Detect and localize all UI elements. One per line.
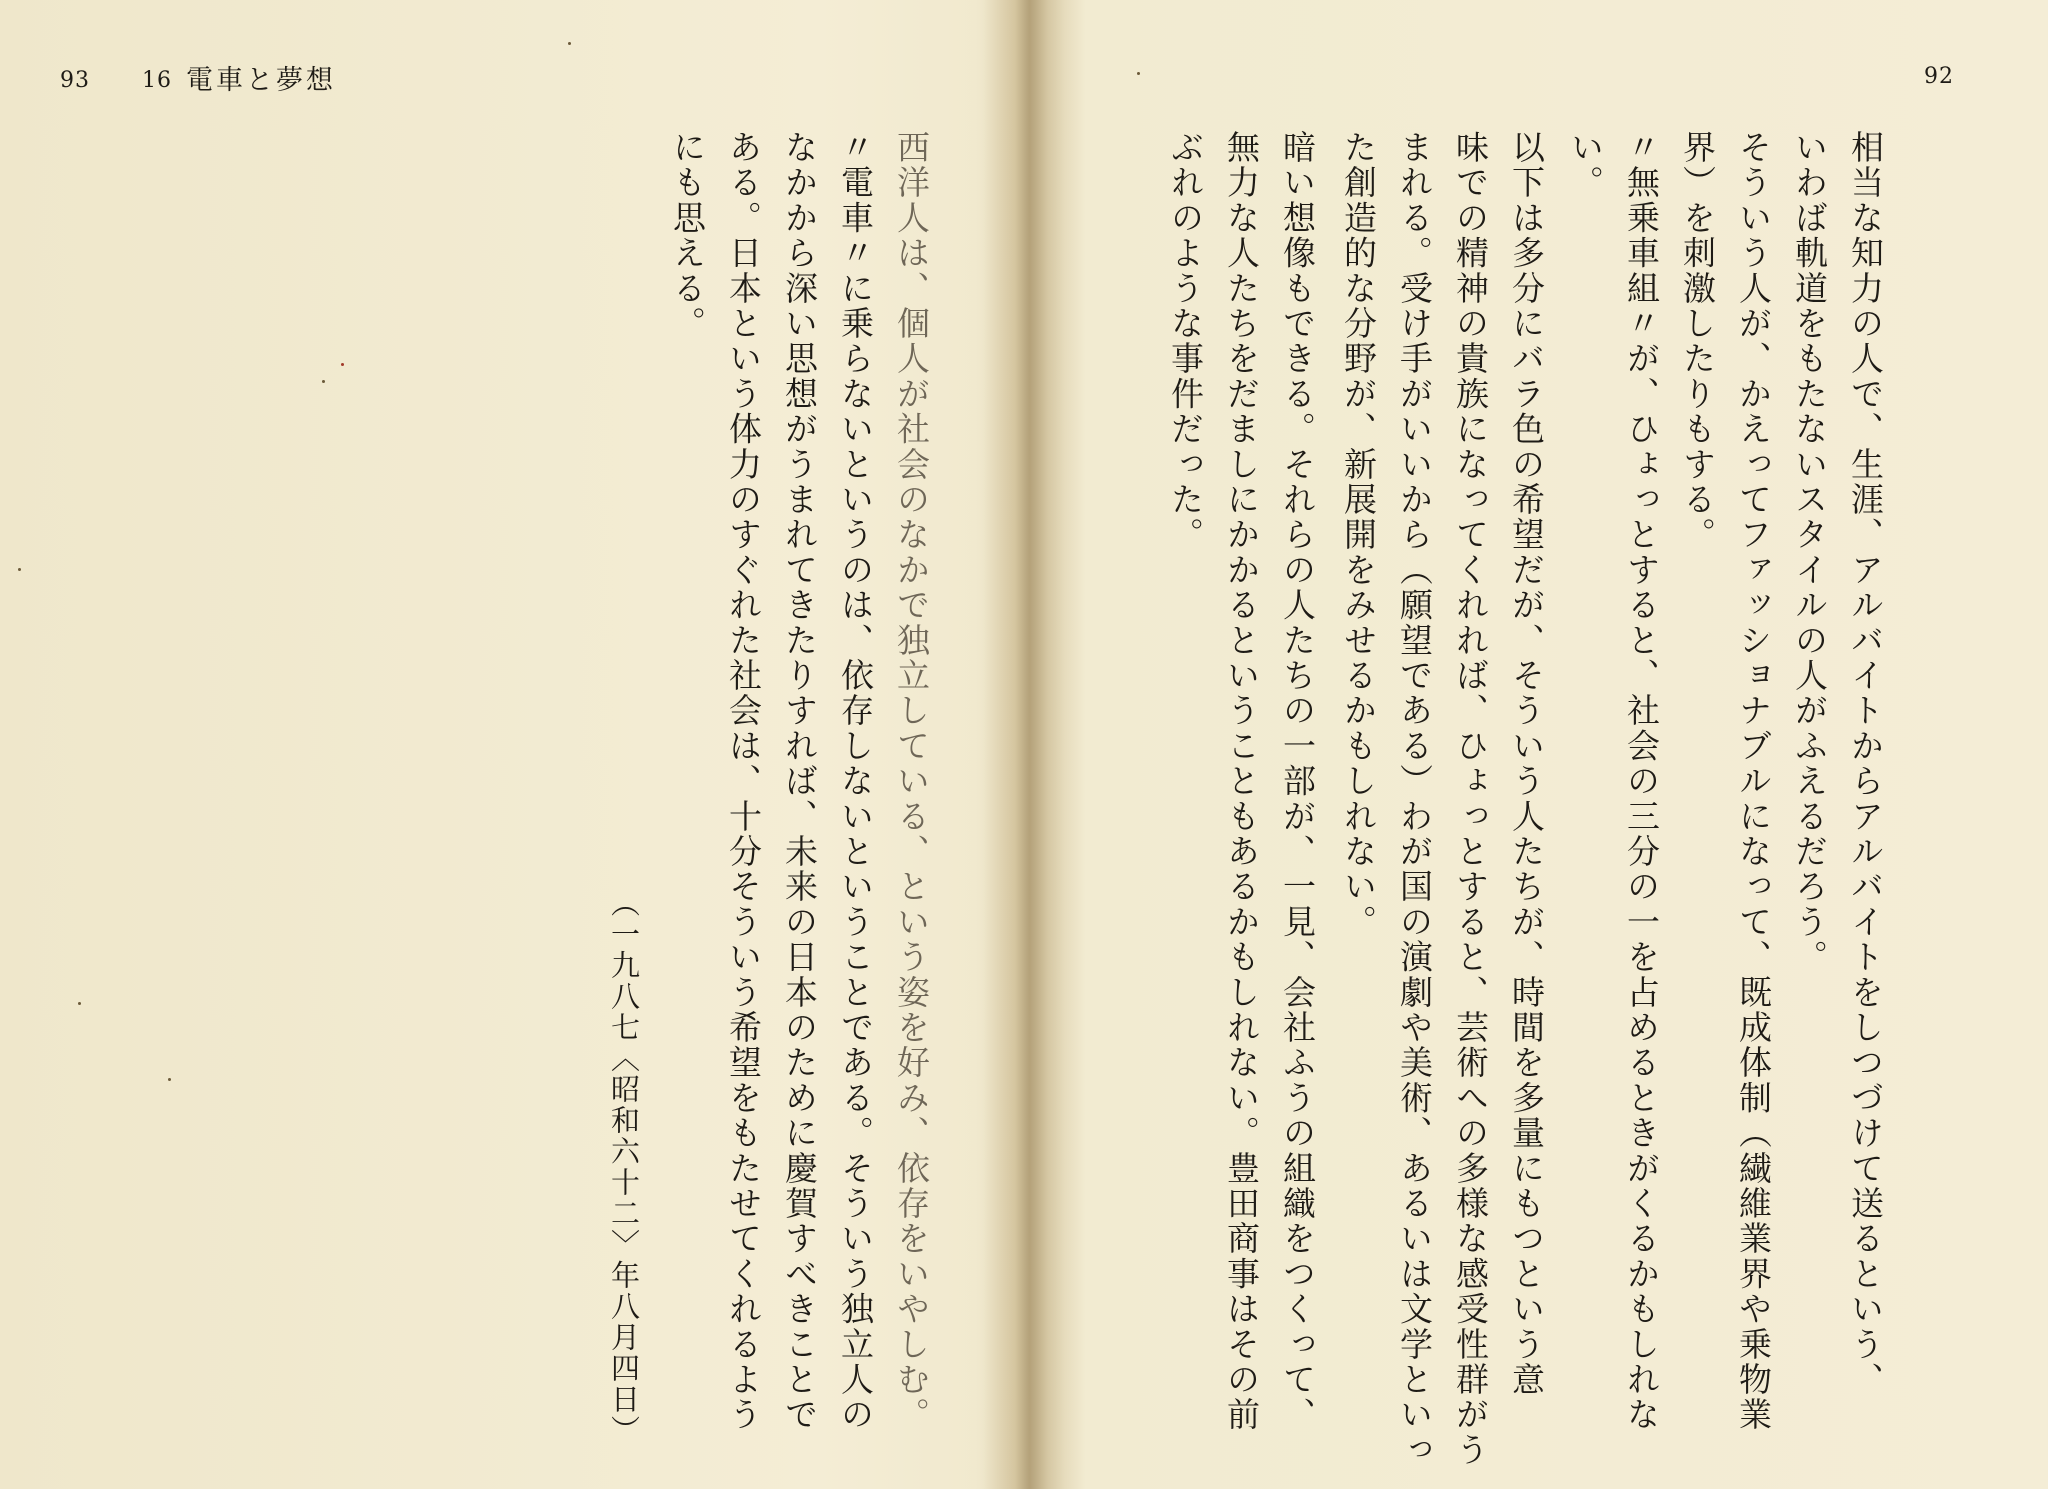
paper-speck	[78, 1002, 81, 1005]
text-column: ある。日本という体力のすぐれた社会は、十分そういう希望をもたせてくれるよう	[724, 130, 763, 1433]
text-column: 無力な人たちをだましにかかるということもあるかもしれない。豊田商事はその前	[1222, 130, 1261, 1433]
page-number-left: 93	[60, 68, 90, 93]
paper-speck	[168, 1078, 171, 1081]
paper-speck	[1137, 72, 1140, 75]
text-column: 〃電車〃に乗らないというのは、依存しないということである。そういう独立人の	[836, 130, 875, 1433]
text-column: なかから深い思想がうまれてきたりすれば、未来の日本のために慶賀すべきことで	[780, 130, 819, 1433]
date-line: （一九八七〈昭和六十二〉年八月四日）	[607, 888, 641, 1446]
text-column: 界）を刺激したりもする。	[1678, 130, 1717, 553]
text-column: 相当な知力の人で、生涯、アルバイトからアルバイトをしつづけて送るという、	[1846, 130, 1885, 1398]
text-column: 以下は多分にバラ色の希望だが、そういう人たちが、時間を多量にもつという意	[1507, 130, 1546, 1398]
text-column: た創造的な分野が、新展開をみせるかもしれない。	[1339, 130, 1378, 940]
paper-speck	[341, 363, 344, 366]
paper-speck	[18, 568, 21, 571]
page-number-right: 92	[1924, 64, 1954, 89]
text-column: ぶれのような事件だった。	[1166, 130, 1205, 553]
text-column: いわば軌道をもたないスタイルの人がふえるだろう。	[1790, 130, 1829, 975]
paper-speck	[322, 380, 325, 383]
book-gutter	[975, 0, 1065, 1489]
text-column: まれる。受け手がいいから（願望である）わが国の演劇や美術、あるいは文学といっ	[1395, 130, 1434, 1468]
text-column: そういう人が、かえってファッショナブルになって、既成体制（繊維業界や乗物業	[1734, 130, 1773, 1433]
paper-speck	[568, 42, 571, 45]
text-column: にも思える。	[668, 130, 707, 342]
text-column: 西洋人は、個人が社会のなかで独立している、という姿を好み、依存をいやしむ。	[892, 130, 931, 1433]
chapter-title: 電車と夢想	[186, 65, 336, 96]
text-column: 味での精神の貴族になってくれれば、ひょっとすると、芸術への多様な感受性群がう	[1451, 130, 1490, 1468]
text-column: い。	[1566, 130, 1605, 201]
text-column: 〃無乗車組〃が、ひょっとすると、社会の三分の一を占めるときがくるかもしれな	[1622, 130, 1661, 1433]
chapter-number: 16	[142, 68, 172, 93]
text-column: 暗い想像もできる。それらの人たちの一部が、一見、会社ふうの組織をつくって、	[1278, 130, 1317, 1433]
